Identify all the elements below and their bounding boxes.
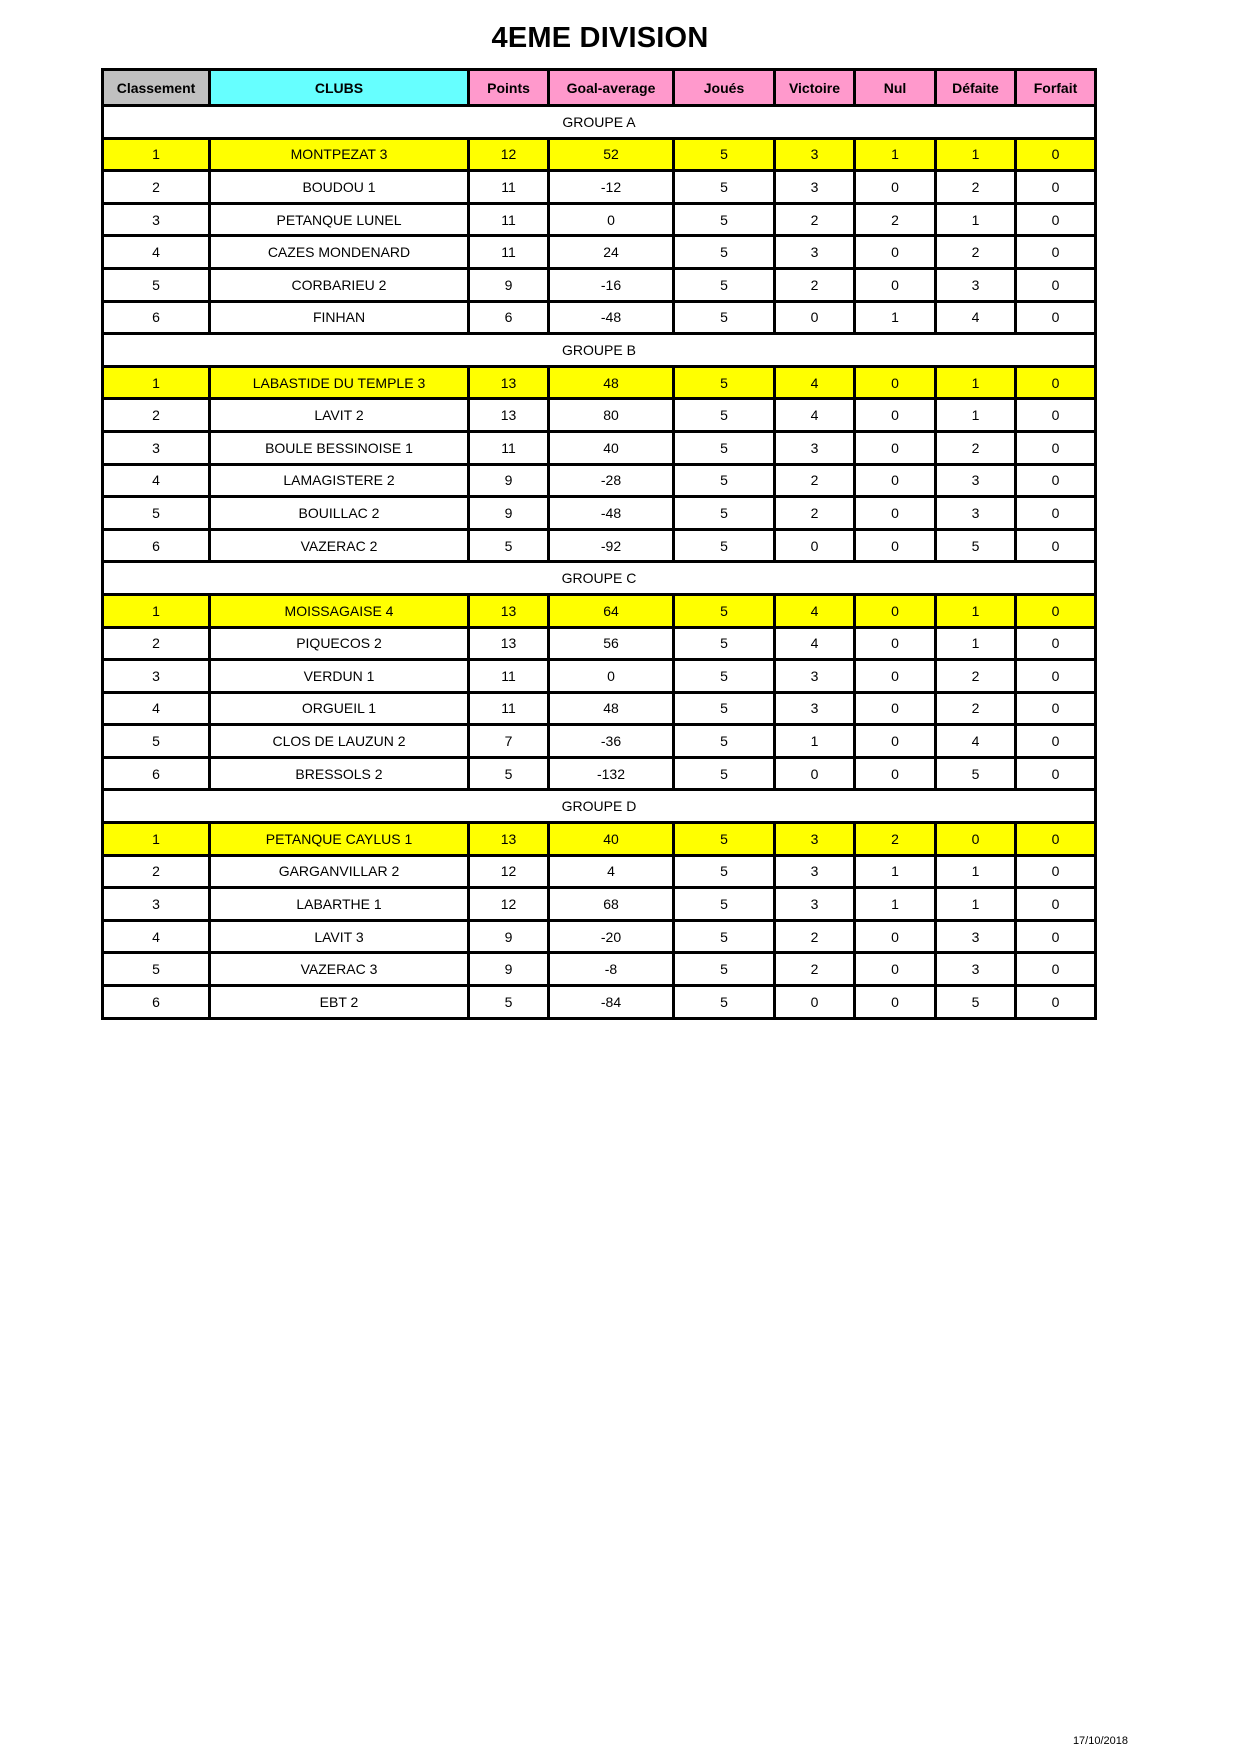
cell-forfeits: 0 [1016, 268, 1096, 301]
cell-losses: 0 [936, 823, 1016, 856]
cell-points: 11 [469, 660, 549, 693]
cell-wins: 4 [775, 627, 855, 660]
cell-club: EBT 2 [210, 986, 469, 1019]
cell-points: 7 [469, 725, 549, 758]
cell-goal-average: 40 [549, 431, 674, 464]
cell-played: 5 [674, 920, 775, 953]
cell-points: 11 [469, 431, 549, 464]
cell-losses: 3 [936, 268, 1016, 301]
cell-club: PIQUECOS 2 [210, 627, 469, 660]
table-row [103, 692, 1096, 725]
cell-club: MOISSAGAISE 4 [210, 594, 469, 627]
cell-club: FINHAN [210, 301, 469, 334]
cell-goal-average: -12 [549, 171, 674, 204]
cell-rank: 4 [103, 692, 210, 725]
cell-draws: 0 [855, 692, 936, 725]
cell-points: 11 [469, 171, 549, 204]
cell-played: 5 [674, 855, 775, 888]
leader-row [103, 594, 1096, 627]
header-row [103, 70, 1096, 106]
cell-goal-average: 68 [549, 888, 674, 921]
cell-goal-average: 48 [549, 366, 674, 399]
header-goal-average: Goal-average [549, 70, 674, 106]
cell-points: 6 [469, 301, 549, 334]
table-row [103, 464, 1096, 497]
cell-points: 9 [469, 920, 549, 953]
cell-points: 5 [469, 529, 549, 562]
cell-played: 5 [674, 171, 775, 204]
cell-points: 5 [469, 757, 549, 790]
cell-forfeits: 0 [1016, 757, 1096, 790]
cell-played: 5 [674, 268, 775, 301]
cell-draws: 0 [855, 660, 936, 693]
cell-club: ORGUEIL 1 [210, 692, 469, 725]
cell-played: 5 [674, 823, 775, 856]
cell-club: PETANQUE CAYLUS 1 [210, 823, 469, 856]
cell-rank: 3 [103, 431, 210, 464]
cell-played: 5 [674, 627, 775, 660]
cell-losses: 2 [936, 692, 1016, 725]
cell-points: 13 [469, 594, 549, 627]
cell-rank: 6 [103, 301, 210, 334]
cell-goal-average: -84 [549, 986, 674, 1019]
cell-points: 5 [469, 986, 549, 1019]
cell-forfeits: 0 [1016, 660, 1096, 693]
cell-goal-average: -36 [549, 725, 674, 758]
cell-draws: 1 [855, 138, 936, 171]
cell-losses: 1 [936, 855, 1016, 888]
cell-wins: 3 [775, 171, 855, 204]
group-header-row [103, 790, 1096, 823]
cell-forfeits: 0 [1016, 888, 1096, 921]
cell-rank: 4 [103, 236, 210, 269]
cell-rank: 3 [103, 203, 210, 236]
cell-forfeits: 0 [1016, 236, 1096, 269]
cell-rank: 6 [103, 529, 210, 562]
cell-wins: 4 [775, 594, 855, 627]
cell-wins: 3 [775, 138, 855, 171]
cell-goal-average: -20 [549, 920, 674, 953]
cell-wins: 3 [775, 823, 855, 856]
table-row [103, 660, 1096, 693]
cell-club: LAMAGISTERE 2 [210, 464, 469, 497]
cell-goal-average: 24 [549, 236, 674, 269]
leader-row [103, 138, 1096, 171]
cell-draws: 0 [855, 268, 936, 301]
cell-rank: 6 [103, 986, 210, 1019]
cell-losses: 1 [936, 138, 1016, 171]
cell-points: 11 [469, 692, 549, 725]
header-classement: Classement [103, 70, 210, 106]
cell-goal-average: -92 [549, 529, 674, 562]
cell-rank: 5 [103, 725, 210, 758]
page-title: 4EME DIVISION [491, 22, 709, 54]
group-name: GROUPE D [103, 790, 1096, 823]
cell-forfeits: 0 [1016, 464, 1096, 497]
cell-forfeits: 0 [1016, 920, 1096, 953]
cell-club: BRESSOLS 2 [210, 757, 469, 790]
header-joues: Joués [674, 70, 775, 106]
cell-draws: 0 [855, 464, 936, 497]
cell-wins: 2 [775, 203, 855, 236]
header-points: Points [469, 70, 549, 106]
cell-points: 13 [469, 366, 549, 399]
header-defaite: Défaite [936, 70, 1016, 106]
table-row [103, 431, 1096, 464]
cell-wins: 3 [775, 236, 855, 269]
table-row [103, 725, 1096, 758]
cell-forfeits: 0 [1016, 301, 1096, 334]
cell-club: LAVIT 3 [210, 920, 469, 953]
cell-wins: 0 [775, 529, 855, 562]
cell-rank: 1 [103, 138, 210, 171]
table-row [103, 399, 1096, 432]
cell-played: 5 [674, 203, 775, 236]
cell-goal-average: 0 [549, 660, 674, 693]
table-row [103, 236, 1096, 269]
header-forfait: Forfait [1016, 70, 1096, 106]
cell-draws: 0 [855, 431, 936, 464]
cell-forfeits: 0 [1016, 986, 1096, 1019]
cell-wins: 2 [775, 920, 855, 953]
cell-played: 5 [674, 757, 775, 790]
cell-rank: 3 [103, 888, 210, 921]
cell-rank: 1 [103, 366, 210, 399]
cell-goal-average: 64 [549, 594, 674, 627]
cell-goal-average: -28 [549, 464, 674, 497]
table-row [103, 757, 1096, 790]
cell-points: 9 [469, 953, 549, 986]
cell-draws: 0 [855, 594, 936, 627]
cell-played: 5 [674, 953, 775, 986]
cell-rank: 1 [103, 823, 210, 856]
cell-losses: 5 [936, 986, 1016, 1019]
cell-draws: 1 [855, 888, 936, 921]
cell-club: CLOS DE LAUZUN 2 [210, 725, 469, 758]
header-nul: Nul [855, 70, 936, 106]
cell-rank: 2 [103, 855, 210, 888]
cell-points: 12 [469, 138, 549, 171]
cell-goal-average: 4 [549, 855, 674, 888]
cell-rank: 5 [103, 497, 210, 530]
table-row [103, 986, 1096, 1019]
cell-played: 5 [674, 529, 775, 562]
cell-played: 5 [674, 431, 775, 464]
cell-goal-average: 40 [549, 823, 674, 856]
cell-points: 12 [469, 888, 549, 921]
cell-forfeits: 0 [1016, 692, 1096, 725]
cell-forfeits: 0 [1016, 823, 1096, 856]
cell-club: LAVIT 2 [210, 399, 469, 432]
leader-row [103, 823, 1096, 856]
table-row [103, 301, 1096, 334]
cell-forfeits: 0 [1016, 366, 1096, 399]
cell-goal-average: 56 [549, 627, 674, 660]
cell-losses: 2 [936, 431, 1016, 464]
cell-draws: 0 [855, 920, 936, 953]
cell-rank: 2 [103, 171, 210, 204]
cell-played: 5 [674, 236, 775, 269]
cell-wins: 3 [775, 660, 855, 693]
cell-points: 12 [469, 855, 549, 888]
cell-draws: 0 [855, 366, 936, 399]
cell-points: 13 [469, 823, 549, 856]
cell-rank: 6 [103, 757, 210, 790]
cell-draws: 0 [855, 529, 936, 562]
cell-club: BOULE BESSINOISE 1 [210, 431, 469, 464]
cell-wins: 3 [775, 431, 855, 464]
header-clubs: CLUBS [210, 70, 469, 106]
cell-wins: 2 [775, 497, 855, 530]
cell-points: 11 [469, 203, 549, 236]
cell-draws: 0 [855, 399, 936, 432]
cell-forfeits: 0 [1016, 529, 1096, 562]
cell-goal-average: -16 [549, 268, 674, 301]
cell-forfeits: 0 [1016, 627, 1096, 660]
table-row [103, 529, 1096, 562]
cell-rank: 4 [103, 920, 210, 953]
cell-forfeits: 0 [1016, 725, 1096, 758]
cell-rank: 1 [103, 594, 210, 627]
cell-draws: 1 [855, 855, 936, 888]
cell-wins: 0 [775, 301, 855, 334]
cell-played: 5 [674, 301, 775, 334]
group-name: GROUPE C [103, 562, 1096, 595]
cell-rank: 3 [103, 660, 210, 693]
cell-losses: 2 [936, 236, 1016, 269]
cell-goal-average: -8 [549, 953, 674, 986]
cell-losses: 1 [936, 203, 1016, 236]
table-row [103, 171, 1096, 204]
cell-played: 5 [674, 725, 775, 758]
cell-played: 5 [674, 660, 775, 693]
cell-forfeits: 0 [1016, 431, 1096, 464]
cell-goal-average: 0 [549, 203, 674, 236]
group-header-row [103, 562, 1096, 595]
cell-club: LABASTIDE DU TEMPLE 3 [210, 366, 469, 399]
cell-losses: 3 [936, 953, 1016, 986]
cell-forfeits: 0 [1016, 497, 1096, 530]
cell-losses: 3 [936, 920, 1016, 953]
cell-played: 5 [674, 497, 775, 530]
cell-points: 9 [469, 464, 549, 497]
cell-club: PETANQUE LUNEL [210, 203, 469, 236]
group-name: GROUPE A [103, 106, 1096, 139]
cell-points: 9 [469, 268, 549, 301]
table-row [103, 497, 1096, 530]
cell-rank: 2 [103, 399, 210, 432]
cell-played: 5 [674, 888, 775, 921]
cell-draws: 1 [855, 301, 936, 334]
table-row [103, 855, 1096, 888]
cell-points: 13 [469, 627, 549, 660]
cell-losses: 1 [936, 888, 1016, 921]
cell-wins: 2 [775, 268, 855, 301]
cell-rank: 5 [103, 268, 210, 301]
cell-wins: 3 [775, 888, 855, 921]
cell-played: 5 [674, 138, 775, 171]
cell-forfeits: 0 [1016, 855, 1096, 888]
leader-row [103, 366, 1096, 399]
cell-goal-average: -132 [549, 757, 674, 790]
table-row [103, 203, 1096, 236]
cell-forfeits: 0 [1016, 399, 1096, 432]
cell-played: 5 [674, 366, 775, 399]
standings-table [101, 68, 1097, 1020]
cell-goal-average: -48 [549, 301, 674, 334]
cell-wins: 2 [775, 953, 855, 986]
cell-club: CAZES MONDENARD [210, 236, 469, 269]
cell-draws: 0 [855, 725, 936, 758]
cell-losses: 2 [936, 171, 1016, 204]
cell-forfeits: 0 [1016, 203, 1096, 236]
group-name: GROUPE B [103, 334, 1096, 367]
table-row [103, 953, 1096, 986]
table-row [103, 888, 1096, 921]
cell-draws: 0 [855, 757, 936, 790]
cell-losses: 4 [936, 301, 1016, 334]
cell-draws: 2 [855, 203, 936, 236]
cell-wins: 3 [775, 692, 855, 725]
cell-club: VAZERAC 3 [210, 953, 469, 986]
cell-losses: 4 [936, 725, 1016, 758]
cell-forfeits: 0 [1016, 138, 1096, 171]
cell-club: GARGANVILLAR 2 [210, 855, 469, 888]
cell-wins: 2 [775, 464, 855, 497]
cell-rank: 5 [103, 953, 210, 986]
cell-played: 5 [674, 464, 775, 497]
cell-losses: 1 [936, 399, 1016, 432]
cell-losses: 5 [936, 529, 1016, 562]
table-row [103, 920, 1096, 953]
cell-club: CORBARIEU 2 [210, 268, 469, 301]
cell-club: BOUDOU 1 [210, 171, 469, 204]
table-row [103, 627, 1096, 660]
cell-goal-average: 52 [549, 138, 674, 171]
cell-losses: 1 [936, 594, 1016, 627]
cell-played: 5 [674, 399, 775, 432]
cell-wins: 0 [775, 757, 855, 790]
cell-losses: 1 [936, 627, 1016, 660]
cell-club: VAZERAC 2 [210, 529, 469, 562]
cell-rank: 4 [103, 464, 210, 497]
cell-losses: 1 [936, 366, 1016, 399]
cell-draws: 2 [855, 823, 936, 856]
cell-points: 13 [469, 399, 549, 432]
cell-draws: 0 [855, 236, 936, 269]
cell-draws: 0 [855, 953, 936, 986]
cell-forfeits: 0 [1016, 953, 1096, 986]
cell-losses: 3 [936, 497, 1016, 530]
cell-wins: 0 [775, 986, 855, 1019]
cell-losses: 2 [936, 660, 1016, 693]
cell-club: LABARTHE 1 [210, 888, 469, 921]
cell-club: BOUILLAC 2 [210, 497, 469, 530]
cell-draws: 0 [855, 627, 936, 660]
cell-played: 5 [674, 692, 775, 725]
table-row [103, 268, 1096, 301]
cell-losses: 3 [936, 464, 1016, 497]
cell-played: 5 [674, 594, 775, 627]
cell-rank: 2 [103, 627, 210, 660]
cell-losses: 5 [936, 757, 1016, 790]
cell-draws: 0 [855, 497, 936, 530]
footer-date: 17/10/2018 [1072, 1735, 1128, 1747]
cell-club: VERDUN 1 [210, 660, 469, 693]
cell-draws: 0 [855, 171, 936, 204]
cell-wins: 1 [775, 725, 855, 758]
header-victoire: Victoire [775, 70, 855, 106]
cell-points: 9 [469, 497, 549, 530]
cell-goal-average: 48 [549, 692, 674, 725]
cell-wins: 4 [775, 366, 855, 399]
cell-played: 5 [674, 986, 775, 1019]
cell-forfeits: 0 [1016, 594, 1096, 627]
group-header-row [103, 334, 1096, 367]
cell-goal-average: -48 [549, 497, 674, 530]
cell-goal-average: 80 [549, 399, 674, 432]
group-header-row [103, 106, 1096, 139]
cell-wins: 3 [775, 855, 855, 888]
cell-club: MONTPEZAT 3 [210, 138, 469, 171]
cell-draws: 0 [855, 986, 936, 1019]
cell-points: 11 [469, 236, 549, 269]
cell-forfeits: 0 [1016, 171, 1096, 204]
cell-wins: 4 [775, 399, 855, 432]
